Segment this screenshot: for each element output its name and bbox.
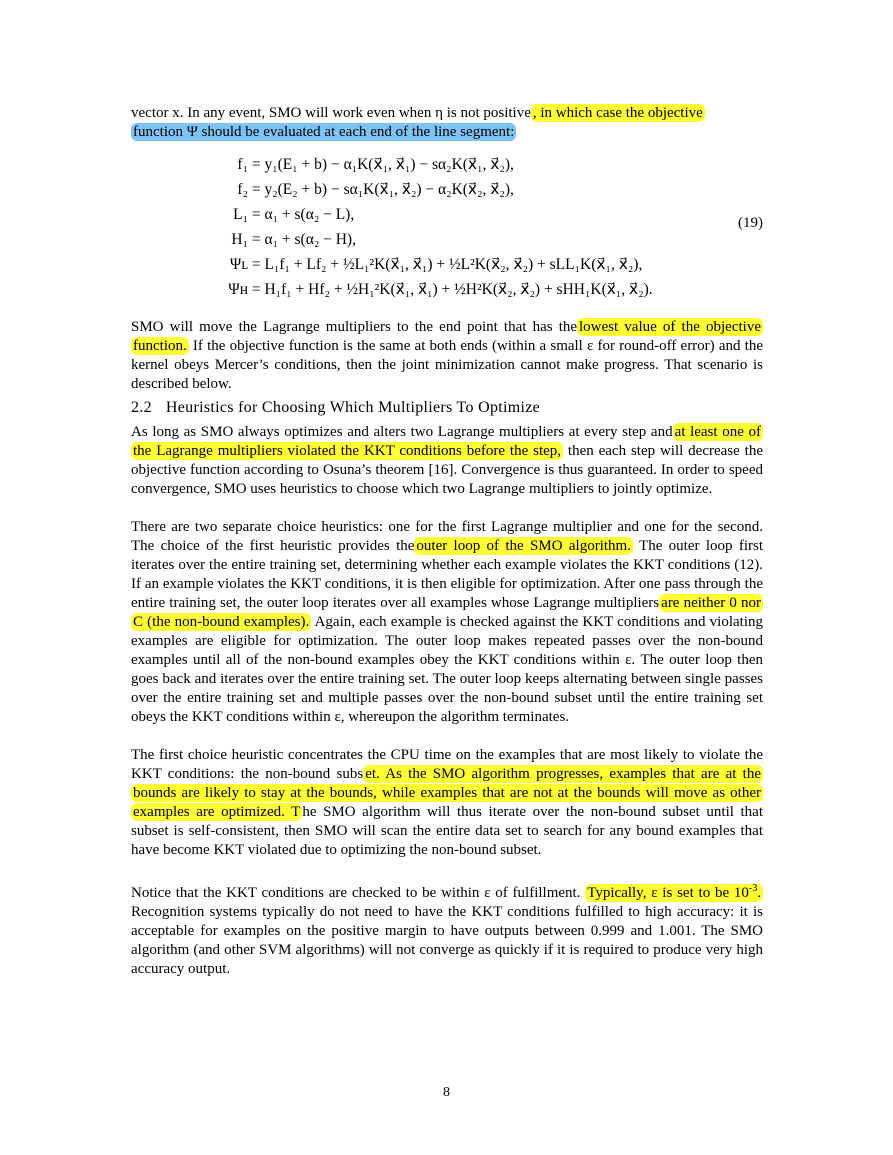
yellow-highlight: et. As the SMO algorithm progresses, examples that are at the bounds are likely to stay at the bounds, while examples that are not at the bounds will move as other examples are optimized. T: [133, 766, 762, 820]
paragraph-kkt-tolerance: [131, 879, 763, 979]
yellow-highlight: at least one of the Lagrange multipliers violated the KKT conditions before the step,: [133, 424, 761, 459]
section-title: Heuristics for Choosing Which Multipliers To Optimize: [165, 399, 541, 416]
equation-rhs: = α₁ + s(α₂ − H),: [251, 231, 356, 248]
highlight-text: .: [757, 885, 761, 901]
paragraph-text: SMO will move the Lagrange multipliers to the end point that has the: [131, 319, 578, 335]
equation-19: [131, 152, 763, 304]
yellow-highlight: [585, 884, 763, 902]
paragraph-choice-heuristics: [131, 518, 763, 727]
section-heading: [131, 399, 763, 417]
equation-lhs: Ψʜ: [228, 281, 248, 298]
exponent: -3: [748, 883, 758, 894]
paragraph-text: he SMO algorithm will thus iterate over the non-bound subset until that subset is self-consistent, then SMO will scan the entire data set to search for any bound examples that have become KKT violated due to optimizing the non-bound subset.: [131, 804, 763, 858]
equation-lhs: f₂: [237, 181, 248, 198]
equation-line-l1: [218, 202, 653, 227]
equation-line-f1: [218, 152, 653, 177]
equation-rhs: = y₂(E₂ + b) − sα₁K(x⃗₁, x⃗₂) − α₂K(x⃗₂, x⃗₂),: [251, 181, 514, 198]
highlight-text: Typically, ε is set to be 10: [587, 885, 749, 901]
paragraph-gap: [131, 860, 763, 879]
yellow-highlight: , in which case the objective: [532, 105, 703, 121]
equation-lhs: f₁: [237, 156, 248, 173]
paragraph-text: Again, each example is checked against the KKT conditions and violating examples are eligible for optimization. The outer loop makes repeated passes over the non-bound examples until all of the non-bound examples obey the KKT conditions within ε. The outer loop then goes back and iterates over the entire training set. The outer loop keeps alternating between single passes over the entire training set and multiple passes over the non-bound subset until the entire training set obeys the KKT conditions within ε, whereupon the algorithm terminates.: [131, 614, 763, 725]
equation-lhs: H₁: [231, 231, 248, 248]
paragraph-text: Notice that the KKT conditions are checked to be within ε of fulfillment.: [131, 885, 586, 901]
equation-rhs: = y₁(E₁ + b) − α₁K(x⃗₁, x⃗₁) − sα₂K(x⃗₁, x⃗₂),: [251, 156, 514, 173]
equation-line-psi-l: [218, 252, 653, 277]
paragraph-text: The first choice heuristic concentrates the CPU time on the examples that are most likely to violate the KKT conditions: the non-bound subs: [131, 747, 763, 782]
blue-highlight: function Ψ should be evaluated at each end of the line segment:: [133, 124, 515, 140]
paragraph-move-multipliers: [131, 318, 763, 394]
equation-line-h1: [218, 227, 653, 252]
paragraph-text: As long as SMO always optimizes and alters two Lagrange multipliers at every step and: [131, 424, 673, 440]
equation-line-f2: [218, 177, 653, 202]
equation-rhs: = H₁f₁ + Hf₂ + ½H₁²K(x⃗₁, x⃗₁) + ½H²K(x⃗₂, x⃗₂) + sHH₁K(x⃗₁, x⃗₂).: [251, 281, 653, 298]
equation-line-psi-h: [218, 277, 653, 302]
paragraph-first-heuristic: [131, 746, 763, 860]
equation-lhs: Ψʟ: [229, 256, 248, 273]
paragraph-objective-evaluation: [131, 104, 763, 142]
paragraph-gap: [131, 499, 763, 518]
yellow-highlight: lowest value of the objective function.: [133, 319, 761, 354]
equation-rhs: = α₁ + s(α₂ − L),: [251, 206, 355, 223]
paragraph-text: vector x. In any event, SMO will work even when η is not positive: [131, 105, 531, 121]
paragraph-text: Recognition systems typically do not need to have the KKT conditions fulfilled to high accuracy: it is acceptable for examples on the positive margin to have outputs between 0.999 and 1.001. The SMO algorithm (and other SVM algorithms) will not converge as quickly if it is required to produce very high accuracy output.: [131, 904, 763, 977]
equation-number: (19): [738, 215, 763, 231]
paragraph-text: The outer loop first iterates over the entire training set, determining whether each example violates the KKT conditions (12). If an example violates the KKT conditions, it is then eligible for optimization. After one pass through the entire training set, the outer loop iterates over all examples whose Lagrange multipliers: [131, 538, 763, 611]
yellow-highlight: are neither 0 nor C (the non-bound examples).: [133, 595, 761, 630]
paragraph-gap: [131, 727, 763, 746]
page-content: [131, 104, 763, 979]
equation-lines: [218, 152, 653, 302]
equation-rhs: = L₁f₁ + Lf₂ + ½L₁²K(x⃗₁, x⃗₁) + ½L²K(x⃗₂, x⃗₂) + sLL₁K(x⃗₁, x⃗₂),: [251, 256, 643, 273]
page-number: 8: [443, 1085, 450, 1100]
paragraph-text: There are two separate choice heuristics: one for the first Lagrange multiplier and one for the second. The choice of the first heuristic provides the: [131, 519, 763, 554]
section-number: 2.2: [131, 399, 152, 416]
paragraph-text: If the objective function is the same at both ends (within a small ε for round-off error) and the kernel obeys Mercer’s conditions, then the joint minimization cannot make progress. That scenario is described below.: [131, 338, 763, 392]
paragraph-text: then each step will decrease the objective function according to Osuna’s theorem [16]. Convergence is thus guaranteed. In order to speed convergence, SMO uses heuristics to choose which two Lagrange multipliers to jointly optimize.: [131, 443, 763, 497]
yellow-highlight: outer loop of the SMO algorithm.: [416, 538, 631, 554]
paragraph-convergence: [131, 423, 763, 499]
equation-lhs: L₁: [233, 206, 248, 223]
